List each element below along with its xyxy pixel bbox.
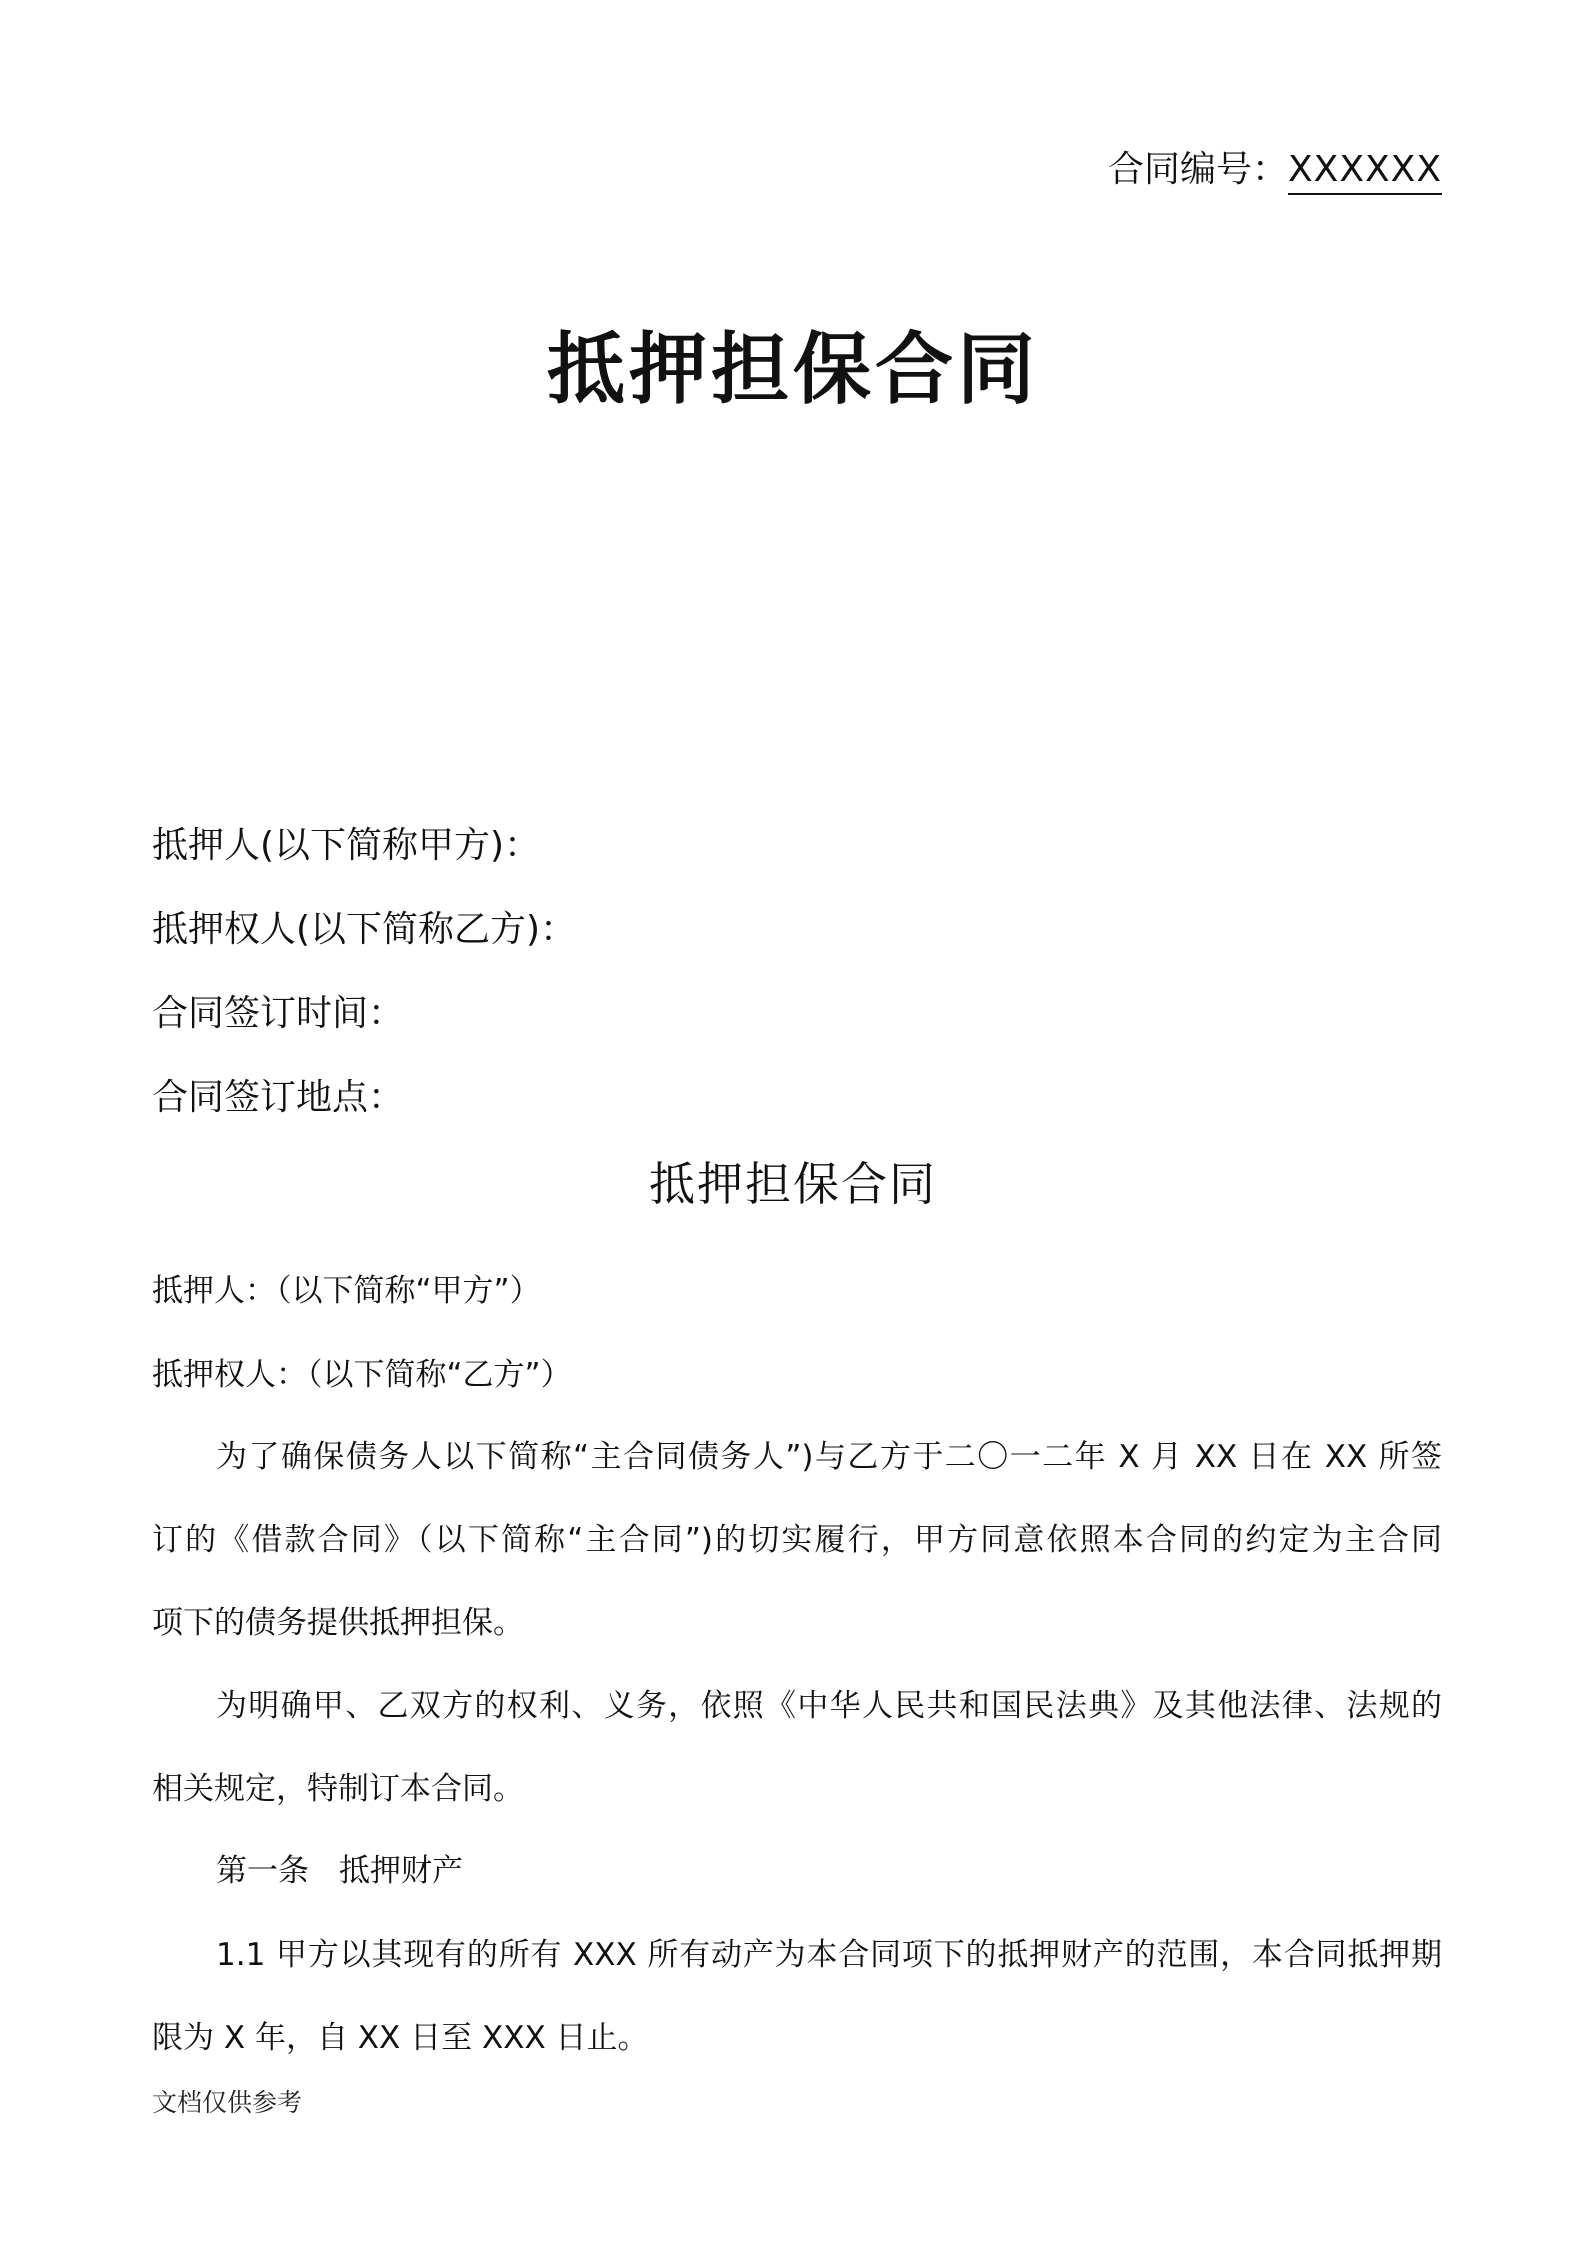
article-number: 第一条 bbox=[216, 1853, 309, 1889]
paragraph-line: 为了确保债务人以下简称“主合同债务人”)与乙方于二〇一二年 X 月 XX 日在 XX 所签 bbox=[216, 1439, 1442, 1475]
paragraph-legal-basis bbox=[152, 1665, 1442, 1831]
contract-number-value: XXXXXX bbox=[1288, 147, 1442, 195]
contract-number bbox=[1108, 146, 1442, 195]
cover-title: 抵押担保合同 bbox=[546, 325, 1039, 415]
party-a-line: 抵押人：（以下简称“甲方”） bbox=[152, 1273, 541, 1309]
cover-fields bbox=[152, 804, 576, 1140]
paragraph-clause-1-1 bbox=[152, 1914, 1442, 2080]
cover-field-mortgagor: 抵押人(以下简称甲方)： bbox=[152, 825, 541, 866]
paragraph-line: 相关规定，特制订本合同。 bbox=[152, 1771, 524, 1807]
paragraph-line: 为明确甲、乙双方的权利、义务，依照《中华人民共和国民法典》及其他法律、法规的 bbox=[216, 1688, 1442, 1724]
cover-field-signing-place: 合同签订地点： bbox=[152, 1077, 405, 1118]
footer-note: 文档仅供参考 bbox=[152, 2088, 303, 2117]
paragraph-line: 1.1 甲方以其现有的所有 XXX 所有动产为本合同项下的抵押财产的范围，本合同抵押期 bbox=[216, 1937, 1442, 1973]
paragraph-line: 限为 X 年，自 XX 日至 XXX 日止。 bbox=[152, 2020, 649, 2056]
article-title: 抵押财产 bbox=[339, 1853, 463, 1889]
contract-number-label: 合同编号： bbox=[1108, 149, 1289, 190]
party-b-line: 抵押权人：（以下简称“乙方”） bbox=[152, 1357, 572, 1393]
paragraph-purpose bbox=[152, 1416, 1442, 1665]
cover-field-mortgagee: 抵押权人(以下简称乙方)： bbox=[152, 909, 577, 950]
article-heading bbox=[216, 1847, 463, 1895]
paragraph-line: 订的《借款合同》（以下简称“主合同”)的切实履行，甲方同意依照本合同的约定为主合同 bbox=[152, 1522, 1442, 1558]
paragraph-line: 项下的债务提供抵押担保。 bbox=[152, 1605, 524, 1641]
body-title: 抵押担保合同 bbox=[649, 1157, 937, 1211]
cover-field-signing-time: 合同签订时间： bbox=[152, 993, 405, 1034]
